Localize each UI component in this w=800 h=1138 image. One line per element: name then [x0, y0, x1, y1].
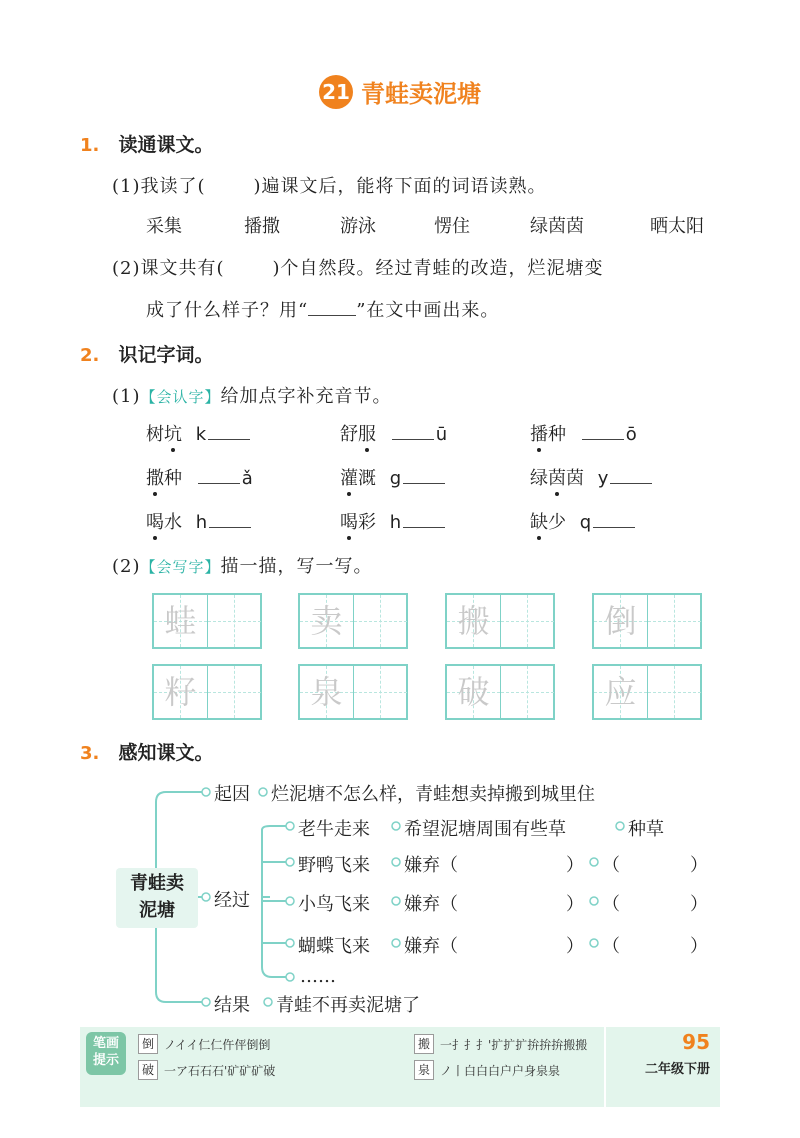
q-text: (2)课文共有(	[112, 258, 225, 279]
dotted-char: 喝	[146, 508, 164, 534]
q-text: ”在文中画出来。	[356, 300, 500, 321]
pinyin-item: 缺少 q	[530, 508, 637, 534]
footer-char: 破	[138, 1060, 158, 1080]
dotted-char: 缺	[530, 508, 548, 534]
stroke-hint-badge: 笔画 提示	[86, 1032, 126, 1075]
stroke-order: ノイイ仁仁仵伻倒倒	[164, 1038, 271, 1052]
trace-char: 籽	[164, 673, 197, 711]
lesson-number-badge: 21	[319, 75, 353, 109]
trace-char: 泉	[310, 673, 343, 711]
dotted-char: 坑	[164, 420, 182, 446]
pinyin-item: 喝彩 h	[340, 508, 447, 534]
branch-text: 嫌弃（	[404, 936, 458, 957]
root-line: 泥塘	[139, 900, 175, 921]
pinyin-item: 喝水 h	[146, 508, 253, 534]
pinyin-item: 撒种 ǎ	[146, 464, 253, 490]
branch-text: 嫌弃（	[404, 894, 458, 915]
q-text: )个自然段。经过青蛙的改造，烂泥塘变	[272, 258, 604, 279]
q-text: 描一描，写一写。	[220, 556, 373, 577]
paren-open: （	[602, 894, 620, 915]
q-text: )遍课文后，能将下面的词语读熟。	[253, 176, 547, 197]
paren-open: （	[602, 936, 620, 957]
section-title: 识记字词。	[118, 344, 214, 366]
pinyin-item: 绿茵茵 y	[530, 464, 654, 490]
dotted-char: 服	[358, 420, 376, 446]
footer-char: 泉	[414, 1060, 434, 1080]
q-text: 成了什么样子？用“	[146, 300, 309, 321]
trace-char: 倒	[604, 602, 637, 640]
footer-char: 搬	[414, 1034, 434, 1054]
word-item: 绿茵茵	[530, 216, 584, 237]
grade-label: 二年级下册	[644, 1062, 710, 1077]
recognize-tag: 【会认字】	[140, 388, 221, 406]
trace-char: 蛙	[164, 602, 197, 640]
pinyin-item: 树坑 k	[146, 420, 252, 446]
stroke-order: ノ丨白白白户户身泉泉	[440, 1064, 561, 1078]
branch-label: 小鸟飞来	[298, 894, 370, 915]
stroke-order: 一扌扌扌'扩扩扩拚拚拚搬搬	[440, 1038, 588, 1052]
branch-text: 希望泥塘周围有些草	[404, 819, 566, 840]
pinyin-item: 播种 ō	[530, 420, 637, 446]
trace-char: 卖	[310, 602, 343, 640]
paren-close: ）	[566, 855, 584, 876]
trace-char: 应	[604, 673, 637, 711]
dotted-char: 喝	[340, 508, 358, 534]
section-number: 1.	[80, 135, 100, 156]
footer-divider	[604, 1027, 606, 1107]
cause-text: 烂泥塘不怎么样，青蛙想卖掉搬到城里住	[271, 784, 595, 805]
word-item: 愣住	[434, 216, 470, 237]
branch-text: 嫌弃（	[404, 855, 458, 876]
paren-close: ）	[690, 936, 708, 957]
pinyin-item: 灌溉 g	[340, 464, 447, 490]
root-line: 青蛙卖	[130, 873, 184, 894]
lesson-title-text: 青蛙卖泥塘	[361, 80, 481, 108]
q-text: (1)我读了(	[112, 176, 206, 197]
dotted-char: 播	[530, 420, 548, 446]
branch-label: 野鸭飞来	[298, 855, 370, 876]
q-text: 给加点字补充音节。	[220, 386, 392, 407]
trace-char: 搬	[457, 602, 490, 640]
paren-close: ）	[690, 894, 708, 915]
page-number: 95	[682, 1030, 710, 1054]
section-title: 感知课文。	[118, 742, 214, 764]
write-tag: 【会写字】	[140, 558, 221, 576]
stroke-order: 一ア石石石'矿矿矿破	[164, 1064, 276, 1078]
paren-close: ）	[566, 936, 584, 957]
paren-close: ）	[690, 855, 708, 876]
result-text: 青蛙不再卖泥塘了	[276, 995, 420, 1016]
result-label: 结果	[214, 995, 250, 1016]
branch-label: 蝴蝶飞来	[298, 936, 370, 957]
mindmap-root	[116, 868, 198, 928]
dotted-char: 撒	[146, 464, 164, 490]
word-item: 采集	[146, 216, 182, 237]
q-text: (2)	[112, 556, 141, 577]
section-number: 3.	[80, 743, 100, 764]
paren-close: ）	[566, 894, 584, 915]
branch-result: 种草	[628, 819, 664, 840]
trace-char: 破	[457, 673, 490, 711]
paren-open: （	[602, 855, 620, 876]
word-item: 游泳	[340, 216, 376, 237]
footer-char: 倒	[138, 1034, 158, 1054]
section-number: 2.	[80, 345, 100, 366]
pinyin-item: 舒服 ū	[340, 420, 447, 446]
dotted-char: 茵	[548, 464, 566, 490]
word-item: 晒太阳	[650, 216, 704, 237]
ellipsis: ……	[300, 966, 336, 987]
q-text: (1)	[112, 386, 141, 407]
cause-label: 起因	[214, 784, 250, 805]
process-label: 经过	[214, 890, 250, 911]
branch-label: 老牛走来	[298, 819, 370, 840]
word-item: 播撒	[244, 216, 280, 237]
dotted-char: 灌	[340, 464, 358, 490]
section-title: 读通课文。	[118, 134, 214, 156]
